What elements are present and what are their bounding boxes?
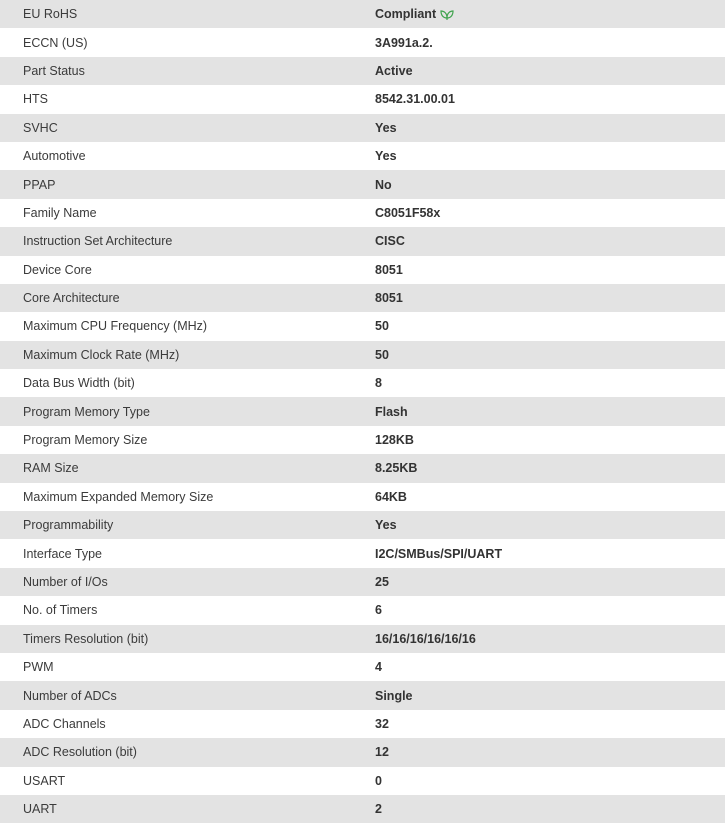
spec-row (0, 511, 725, 539)
spec-row (0, 738, 725, 766)
spec-value: 50 (375, 319, 389, 334)
spec-label: ADC Channels (23, 716, 106, 731)
spec-row (0, 85, 725, 113)
spec-value: Active (375, 63, 413, 78)
spec-value: 4 (375, 660, 382, 675)
spec-label: Number of ADCs (23, 688, 117, 703)
spec-value-cell (375, 0, 725, 28)
spec-row (0, 681, 725, 709)
spec-label: Device Core (23, 262, 92, 277)
spec-value-cell (375, 256, 725, 284)
spec-label: Maximum Clock Rate (MHz) (23, 347, 180, 362)
spec-label: PWM (23, 660, 54, 675)
spec-row (0, 0, 725, 28)
spec-value-cell (375, 57, 725, 85)
spec-label: Program Memory Type (23, 404, 150, 419)
spec-value-cell (375, 710, 725, 738)
spec-value-cell (375, 341, 725, 369)
spec-value: 12 (375, 745, 389, 760)
spec-row (0, 57, 725, 85)
spec-label: Family Name (23, 205, 97, 220)
spec-value-cell (375, 369, 725, 397)
spec-value-cell (375, 227, 725, 255)
spec-label: Timers Resolution (bit) (23, 631, 149, 646)
spec-label: ECCN (US) (23, 35, 88, 50)
spec-value-cell (375, 170, 725, 198)
spec-row (0, 454, 725, 482)
spec-label: UART (23, 802, 57, 817)
spec-row (0, 199, 725, 227)
spec-label: Maximum CPU Frequency (MHz) (23, 319, 208, 334)
spec-value: 50 (375, 347, 389, 362)
spec-label: HTS (23, 92, 48, 107)
spec-value: Yes (375, 120, 397, 135)
spec-value: 8542.31.00.01 (375, 92, 455, 107)
spec-value-cell (375, 539, 725, 567)
spec-value-cell (375, 738, 725, 766)
spec-label: USART (23, 773, 66, 788)
spec-row (0, 568, 725, 596)
spec-value-cell (375, 114, 725, 142)
spec-value: 3A991a.2. (375, 35, 433, 50)
spec-label: Part Status (23, 63, 85, 78)
spec-value-cell (375, 397, 725, 425)
spec-value-cell (375, 312, 725, 340)
spec-value-cell (375, 28, 725, 56)
spec-value: 25 (375, 575, 389, 589)
spec-row (0, 341, 725, 369)
spec-row (0, 625, 725, 653)
spec-row (0, 114, 725, 142)
spec-label: Instruction Set Architecture (23, 234, 173, 249)
spec-value-cell (375, 511, 725, 539)
spec-value-cell (375, 795, 725, 823)
spec-row (0, 483, 725, 511)
spec-row (0, 795, 725, 823)
spec-value: 8.25KB (375, 461, 418, 476)
spec-value: 128KB (375, 433, 414, 448)
spec-value-cell (375, 596, 725, 624)
spec-value: 32 (375, 716, 389, 731)
spec-label: EU RoHS (23, 7, 78, 22)
spec-value-cell (375, 199, 725, 227)
spec-value-cell (375, 454, 725, 482)
spec-label: ADC Resolution (bit) (23, 745, 137, 760)
spec-value: CISC (375, 234, 405, 249)
spec-row (0, 312, 725, 340)
spec-row (0, 256, 725, 284)
spec-value: Yes (375, 518, 397, 533)
spec-value-cell (375, 767, 725, 795)
spec-value: 8051 (375, 291, 403, 306)
spec-row (0, 596, 725, 624)
spec-value-cell (375, 284, 725, 312)
spec-value-cell (375, 681, 725, 709)
spec-value-cell (375, 426, 725, 454)
spec-value: Yes (375, 149, 397, 164)
spec-row (0, 539, 725, 567)
spec-row (0, 28, 725, 56)
spec-label: SVHC (23, 120, 58, 135)
spec-row (0, 284, 725, 312)
spec-value: Flash (375, 404, 408, 419)
spec-value: 6 (375, 603, 382, 618)
spec-value: 8051 (375, 262, 403, 277)
spec-label: RAM Size (23, 461, 79, 476)
leaf-icon (440, 8, 454, 20)
spec-value: 64KB (375, 489, 407, 504)
spec-label: Maximum Expanded Memory Size (23, 489, 214, 504)
spec-value-cell (375, 568, 725, 596)
spec-value: 0 (375, 773, 382, 788)
spec-label: Core Architecture (23, 291, 120, 306)
spec-value: 2 (375, 802, 382, 817)
spec-label: Programmability (23, 518, 114, 533)
spec-value-cell (375, 142, 725, 170)
spec-label: Interface Type (23, 546, 102, 561)
spec-label: Number of I/Os (23, 575, 108, 589)
spec-label: Program Memory Size (23, 433, 148, 448)
spec-value-cell (375, 625, 725, 653)
spec-row (0, 426, 725, 454)
spec-value: Compliant (375, 7, 437, 22)
spec-value-cell (375, 653, 725, 681)
spec-label: Automotive (23, 149, 86, 164)
spec-value: No (375, 177, 392, 192)
spec-row (0, 710, 725, 738)
spec-value: C8051F58x (375, 205, 441, 220)
spec-value: 16/16/16/16/16/16 (375, 631, 476, 646)
spec-row (0, 369, 725, 397)
spec-row (0, 767, 725, 795)
spec-value-cell (375, 483, 725, 511)
spec-row (0, 397, 725, 425)
spec-label: Data Bus Width (bit) (23, 376, 135, 391)
spec-value: Single (375, 688, 413, 703)
spec-value: 8 (375, 376, 382, 391)
spec-label: PPAP (23, 177, 56, 192)
spec-value: I2C/SMBus/SPI/UART (375, 546, 503, 561)
spec-row (0, 142, 725, 170)
spec-row (0, 653, 725, 681)
spec-label: No. of Timers (23, 603, 98, 618)
spec-row (0, 170, 725, 198)
spec-value-cell (375, 85, 725, 113)
spec-row (0, 227, 725, 255)
